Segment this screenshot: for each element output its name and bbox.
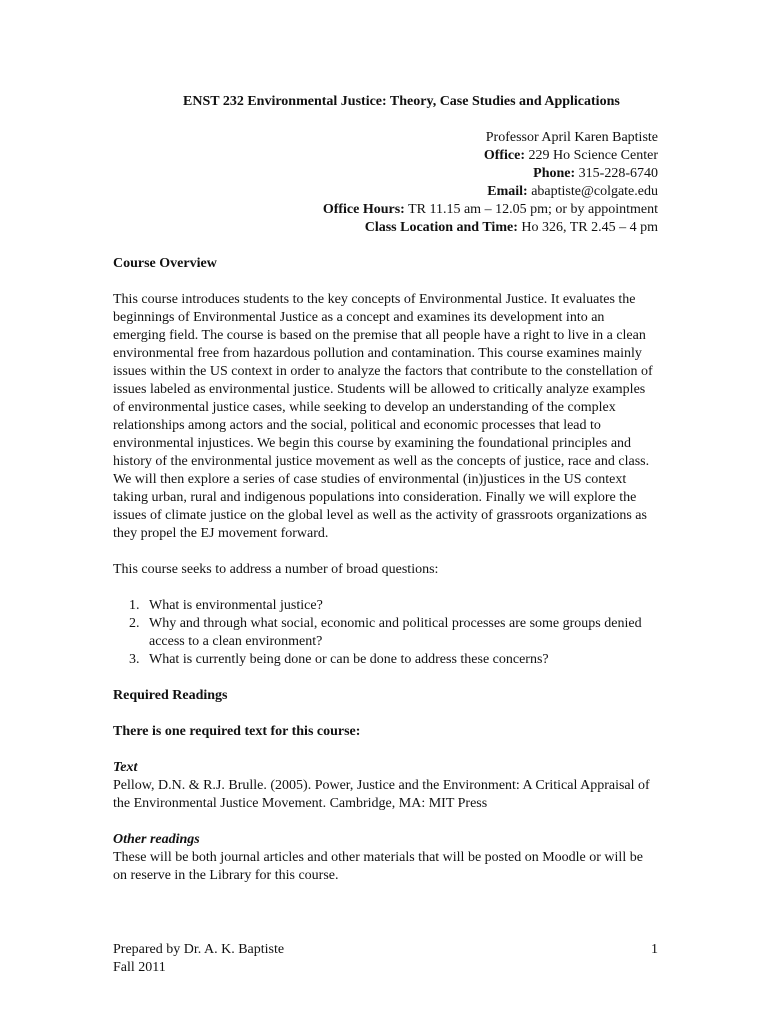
page-number: 1: [651, 942, 658, 957]
list-item: 3. What is currently being done or can be done to address these concerns?: [143, 651, 658, 669]
overview-paragraph: This course introduces students to the key concepts of Environmental Justice. It evaluates the beginnings of Environmental Justice as a concept and examines its development into an emerging field. The course is based on the premise that all people have a right to live in a clean environmental free from hazardous pollution and contamination. This course examines mainly issues within the US context in order to analyze the factors that contribute to the constellation of issues labeled as environmental justice. Students will be allowed to critically analyze examples of environmental justice cases, while seeking to develop an understanding of the complex relationships among actors and the social, political and economic processes that lead to environmental injustices. We begin this course by examining the foundational principles and history of the environmental justice movement as well as the concepts of justice, race and class. We will then explore a series of case studies of environmental (in)justices in the US context taking urban, rural and indigenous populations into consideration. Finally we will explore the issues of climate justice on the global level as well as the activity of grassroots organizations as they propel the EJ movement forward.: [113, 292, 653, 541]
document-body: [113, 93, 658, 885]
email-value[interactable]: abaptiste@colgate.edu: [531, 184, 658, 199]
professor-name: Professor April Karen Baptiste: [485, 130, 658, 145]
footer-row: [113, 941, 658, 959]
list-item: 2. Why and through what social, economic and political processes are some groups denied access to a clean environment?: [143, 615, 658, 651]
readings-subheading: There is one required text for this course:: [113, 724, 361, 739]
office-hours-value: TR 11.15 am – 12.05 pm; or by appointment: [408, 202, 658, 217]
office-label: Office:: [483, 148, 526, 163]
other-readings-label: Other readings: [113, 832, 200, 847]
office-value: 229 Ho Science Center: [528, 148, 658, 163]
phone-label: Phone:: [533, 166, 576, 181]
questions-list: [113, 597, 658, 669]
questions-intro: This course seeks to address a number of broad questions:: [113, 562, 439, 577]
phone-value: 315-228-6740: [578, 166, 658, 181]
class-location-value: Ho 326, TR 2.45 – 4 pm: [521, 220, 658, 235]
text-citation: Pellow, D.N. & R.J. Brulle. (2005). Power, Justice and the Environment: A Critical Appraisal of the Environmental Justice Movement. Cambridge, MA: MIT Press: [113, 778, 650, 811]
other-readings-text: These will be both journal articles and other materials that will be posted on Moodle or will be on reserve in the Library for this course.: [113, 850, 643, 883]
contact-block: [113, 129, 658, 237]
class-location-label: Class Location and Time:: [364, 220, 518, 235]
overview-heading: Course Overview: [113, 256, 217, 271]
class-location-line: [113, 219, 658, 237]
course-title: ENST 232 Environmental Justice: Theory, Case Studies and Applications: [183, 94, 620, 109]
page-footer: [113, 941, 658, 977]
office-line: [113, 147, 658, 165]
phone-line: [113, 165, 658, 183]
text-label: Text: [113, 760, 138, 775]
list-item: 1. What is environmental justice?: [143, 597, 658, 615]
term: Fall 2011: [113, 960, 166, 975]
email-line: [113, 183, 658, 201]
email-label: Email:: [487, 184, 528, 199]
readings-heading: Required Readings: [113, 688, 228, 703]
prepared-by: Prepared by Dr. A. K. Baptiste: [113, 942, 285, 957]
office-hours-line: [113, 201, 658, 219]
office-hours-label: Office Hours:: [322, 202, 405, 217]
